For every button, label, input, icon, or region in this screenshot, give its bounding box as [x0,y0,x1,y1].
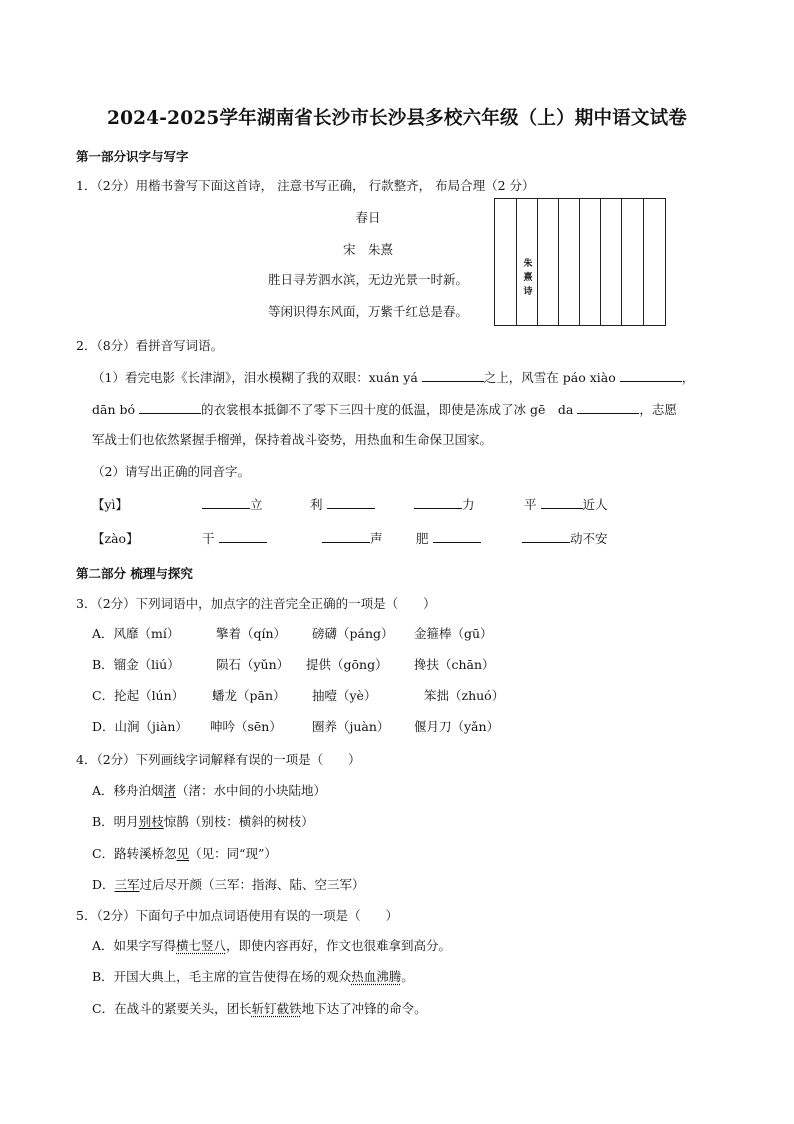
q4-underlined: 别枝 [138,814,164,829]
yi-word: 立 [250,497,263,512]
q4-text: B．明月 [92,814,139,829]
q4-text: 惊鹊（别枝：横斜的树枝） [163,814,314,829]
yi-word: 利 [310,497,323,512]
q4-underlined: 见 [176,846,190,861]
answer-blank[interactable] [433,530,481,543]
zao-item-1 [202,529,267,547]
q4-option-d[interactable] [92,875,365,893]
q3-option-d-2: 呻吟（sēn） [210,719,282,734]
q4-text: C．路转溪桥忽 [92,846,177,861]
q2-text: 的衣裳根本抵御不了零下三四十度的低温，即使是冻成了冰 gē da [201,402,574,417]
q2-text: dān bó [92,402,136,417]
q5-dotted-phrase: 热血沸腾 [351,969,402,984]
q3-option-c-1[interactable]: C．抡起（lún） [92,688,185,703]
poem-line-2: 等闲识得东风面，万紫千红总是春。 [267,304,468,319]
q2-text: ， [681,370,695,385]
answer-blank[interactable] [322,530,370,543]
q5-option-b[interactable] [92,967,414,985]
q5-text: ，即使内容再好，作文也很难拿到高分。 [226,938,452,953]
grid-column-line [621,199,622,325]
question-5-stem: 5．（2分）下面句子中加点词语使用有误的一项是（ ） [76,908,399,923]
answer-blank[interactable] [327,496,375,509]
question-2-sub1-line2 [92,400,677,418]
section-heading-part1: 第一部分识字与写字 [76,149,189,164]
question-1-stem: 1．（2分）用楷书誊写下面这首诗， 注意书写正确， 行款整齐， 布局合理（2 分） [76,178,535,193]
question-2-stem: 2．（8分）看拼音写词语。 [76,338,224,353]
q3-option-a-4: 金箍棒（gū） [414,626,493,641]
q4-option-c[interactable] [92,844,277,862]
q4-text: （见：同“现”） [189,846,277,861]
q4-underlined: 渚 [163,783,177,798]
grid-column-line [558,199,559,325]
q4-text: A．移舟泊烟 [92,783,164,798]
answer-blank[interactable] [522,530,570,543]
answer-blank[interactable] [422,369,484,382]
q3-option-a-3: 磅礴（páng） [312,626,394,641]
answer-blank[interactable] [620,369,682,382]
q5-option-c[interactable] [92,999,427,1017]
q3-option-b-4: 搀扶（chān） [414,657,495,672]
zao-label: 【zào】 [92,531,139,546]
q5-text: 地下达了冲锋的命令。 [301,1001,427,1016]
yi-word: 平 [524,497,537,512]
yi-item-2 [310,495,375,513]
grid-column-line [643,199,644,325]
q5-dotted-phrase: 斩钉截铁 [251,1001,302,1016]
q3-option-d-1[interactable]: D．山涧（jiàn） [92,719,188,734]
q3-option-d-4: 偃月刀（yǎn） [414,719,500,734]
question-3-stem: 3．（2分）下列词语中，加点字的注音完全正确的一项是（ ） [76,596,436,611]
q4-underlined: 三军 [114,877,140,892]
q5-text: 。 [401,969,414,984]
yi-label: 【yì】 [92,497,129,512]
q5-text: C．在战斗的紧要关头，团长 [92,1001,252,1016]
q4-text: D． [92,877,115,892]
question-4-stem: 4．（2分）下列画线字词解释有误的一项是（ ） [76,752,361,767]
poem-author: 宋 朱熹 [342,242,393,257]
zao-word: 动不安 [570,531,608,546]
answer-blank[interactable] [414,496,462,509]
grid-column-line [579,199,580,325]
q3-option-a-1[interactable]: A．风靡（mí） [92,626,180,641]
grid-column-line [537,199,538,325]
poem-line-1: 胜日寻芳泗水滨，无边光景一时新。 [267,272,468,287]
q3-option-c-2: 蟠龙（pān） [212,688,286,703]
question-2-sub1-line1 [92,368,694,386]
poem-title: 春日 [355,210,381,225]
q4-option-a[interactable] [92,781,326,799]
yi-item-4 [524,495,608,513]
q3-option-b-3: 提供（gōng） [306,657,388,672]
answer-blank[interactable] [577,401,639,414]
question-2-sub2: （2）请写出正确的同音字。 [92,464,250,479]
question-2-sub1-line3: 军战士们也依然紧握手榴弹，保持着战斗姿势，用热血和生命保卫国家。 [92,432,493,447]
zao-item-3 [416,529,481,547]
grid-column-line [516,199,517,325]
answer-blank[interactable] [202,496,250,509]
q3-option-b-1[interactable]: B．镏金（liú） [92,657,180,672]
q4-text: 过后尽开颜（三军：指海、陆、空三军） [139,877,365,892]
q3-option-d-3: 圈养（juàn） [312,719,390,734]
yi-word: 力 [462,497,475,512]
q2-text: 之上，风雪在 páo xiào [483,370,616,385]
q4-text: （渚：水中间的小块陆地） [176,783,327,798]
yi-item-1 [202,495,263,513]
writing-grid [494,198,666,326]
grid-signature: 朱熹诗 [523,259,533,297]
q5-text: A．如果字写得 [92,938,177,953]
q2-text: （1）看完电影《长津湖》，泪水模糊了我的双眼：xuán yá [92,370,418,385]
q5-dotted-phrase: 横七竖八 [176,938,227,953]
yi-word: 近人 [582,497,608,512]
zao-item-4 [522,529,608,547]
zao-word: 声 [370,531,383,546]
q5-text: B．开国大典上，毛主席的宣告使得在场的观众 [92,969,352,984]
grid-column-line [600,199,601,325]
q3-option-c-4: 笨拙（zhuó） [424,688,505,703]
q2-text: ，志愿 [639,402,677,417]
q5-option-a[interactable] [92,936,451,954]
answer-blank[interactable] [219,530,267,543]
q3-option-c-3: 抽噎（yè） [312,688,377,703]
answer-blank[interactable] [139,401,201,414]
q4-option-b[interactable] [92,812,314,830]
answer-blank[interactable] [541,496,583,509]
q3-option-b-2: 陨石（yǔn） [216,657,290,672]
zao-word: 干 [202,531,215,546]
zao-item-2 [322,529,383,547]
q3-option-a-2: 擎着（qín） [216,626,287,641]
zao-word: 肥 [416,531,429,546]
page-title: 2024-2025学年湖南省长沙市长沙县多校六年级（上）期中语文试卷 [107,108,687,129]
section-heading-part2: 第二部分 梳理与探究 [76,566,193,581]
yi-item-3 [414,495,475,513]
